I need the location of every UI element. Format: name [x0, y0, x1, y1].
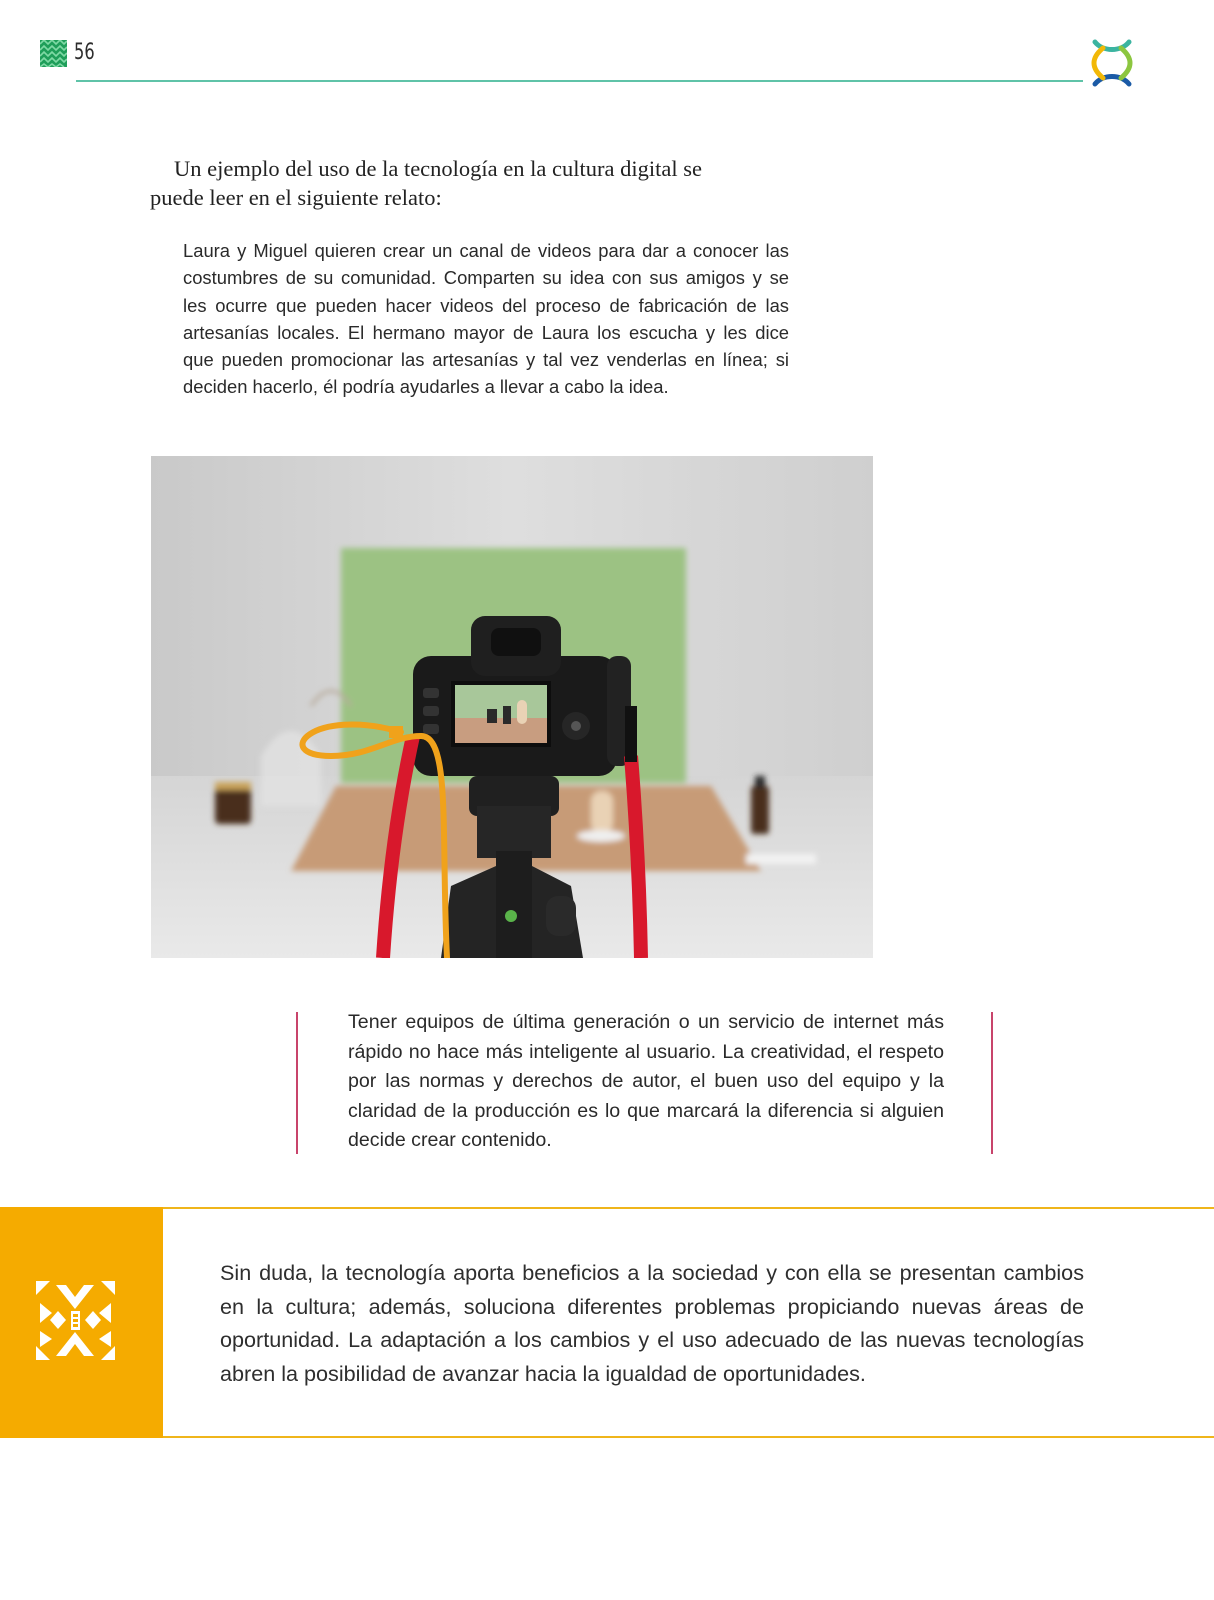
interlaced-x-logo-icon	[1089, 38, 1135, 88]
green-patterned-square-icon	[40, 40, 67, 67]
header-rule	[76, 80, 1083, 82]
page-number: 56	[74, 40, 95, 65]
note-paragraph: Tener equipos de última generación o un servicio de internet más rápido no hace más inteligente al usuario. La creatividad, el respeto por las normas y derechos de autor, el buen uso del equipo y la claridad de la producción es lo que marcará la diferencia si alguien decide crear contenido.	[348, 1011, 944, 1151]
camera-photo	[151, 456, 873, 958]
story-paragraph: Laura y Miguel quieren crear un canal de videos para dar a conocer las costumbres de su comunidad. Comparten su idea con sus amigos y se les ocurre que pueden hacer videos del proceso de fabricación de las artesanías locales. El hermano mayor de Laura los escucha y les dice que pueden promocionar las artesanías y tal vez venderlas en línea; si deciden hacerlo, él podría ayudarles a llevar a cabo la idea.	[183, 240, 789, 398]
closing-rule-top	[163, 1207, 1214, 1209]
note-accent-bar-left	[296, 1012, 298, 1154]
note-accent-bar-right	[991, 1012, 993, 1154]
closing-paragraph: Sin duda, la tecnología aporta beneficios a la sociedad y con ella se presentan cambios en la cultura; además, soluciona diferentes problemas propiciando nuevas áreas de oportunidad. La adaptación a los cambios y el uso adecuado de las nuevas tecnologías abren la posibilidad de avanzar hacia la igualdad de oportunidades.	[220, 1260, 1084, 1386]
intro-paragraph: Un ejemplo del uso de la tecnología en la cultura digital se puede leer en el siguiente relato:	[150, 156, 702, 210]
geometric-textile-pattern-icon	[36, 1281, 115, 1360]
closing-rule-bottom	[163, 1436, 1214, 1438]
